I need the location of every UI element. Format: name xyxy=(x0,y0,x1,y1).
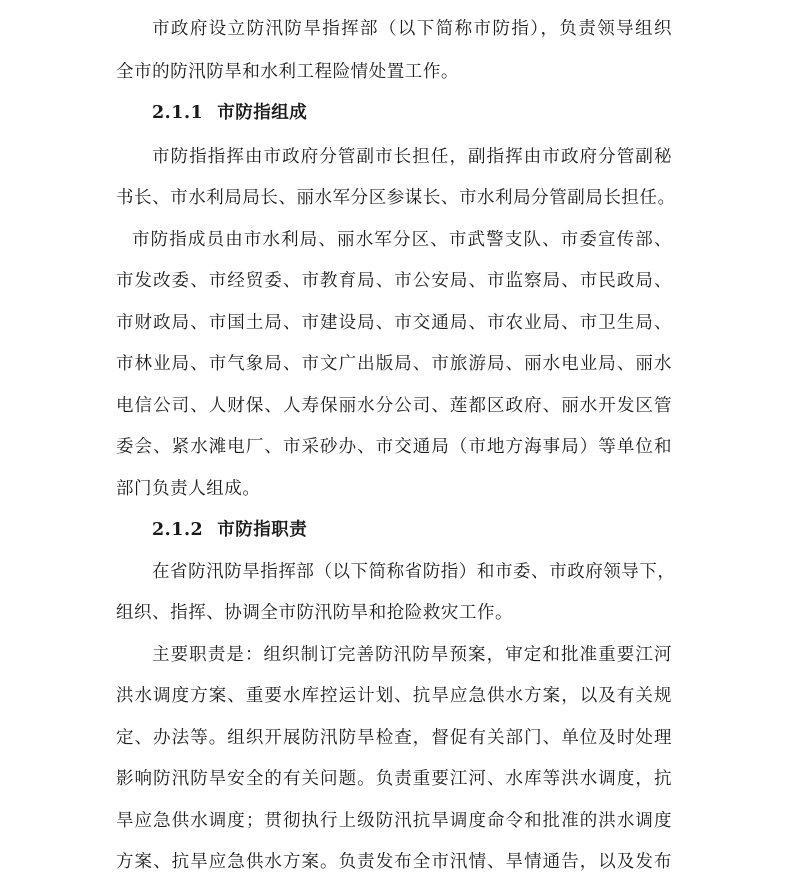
duties-line-1: 主要职责是：组织制订完善防汛防旱预案，审定和批准重要江河 xyxy=(152,645,672,665)
composition-line-1: 市防指指挥由市政府分管副市长担任，副指挥由市政府分管副秘 xyxy=(152,147,672,167)
members-line-4: 市林业局、市气象局、市文广出版局、市旅游局、丽水电业局、丽水 xyxy=(116,354,672,374)
duties-line-4: 影响防汛防旱安全的有关问题。负责重要江河、水库等洪水调度，抗 xyxy=(116,769,672,789)
members-line-2: 市发改委、市经贸委、市教育局、市公安局、市监察局、市民政局、 xyxy=(116,271,672,291)
intro-line-1: 市政府设立防汛防旱指挥部（以下简称市防指），负责领导组织 xyxy=(152,19,672,39)
members-line-3: 市财政局、市国土局、市建设局、市交通局、市农业局、市卫生局、 xyxy=(116,313,672,333)
duties-line-5: 旱应急供水调度；贯彻执行上级防汛抗旱调度命令和批准的洪水调度 xyxy=(116,811,672,831)
section-title: 市防指组成 xyxy=(217,103,308,123)
composition-line-2: 书长、市水利局局长、丽水军分区参谋长、市水利局分管副局长担任。 xyxy=(116,188,676,208)
section-number: 2.1.2 xyxy=(152,520,204,540)
section-heading-duties xyxy=(152,518,307,542)
leadership-line-1: 在省防汛防旱指挥部（以下简称省防指）和市委、市政府领导下， xyxy=(152,562,676,582)
section-title: 市防指职责 xyxy=(217,520,308,540)
duties-line-6: 方案、抗旱应急供水方案。负责发布全市汛情、旱情通告，以及发布 xyxy=(116,852,672,872)
members-line-5: 电信公司、人财保、人寿保丽水分公司、莲都区政府、丽水开发区管 xyxy=(116,396,672,416)
duties-line-2: 洪水调度方案、重要水库控运计划、抗旱应急供水方案，以及有关规 xyxy=(116,686,672,706)
members-line-1: 市防指成员由市水利局、丽水军分区、市武警支队、市委宣传部、 xyxy=(132,230,672,250)
intro-line-2: 全市的防汛防旱和水利工程险情处置工作。 xyxy=(116,62,459,82)
duties-line-3: 定、办法等。组织开展防汛防旱检查，督促有关部门、单位及时处理 xyxy=(116,728,672,748)
members-line-6: 委会、紧水滩电厂、市采砂办、市交通局（市地方海事局）等单位和 xyxy=(116,437,672,457)
members-line-7: 部门负责人组成。 xyxy=(116,479,261,499)
leadership-line-2: 组织、指挥、协调全市防汛防旱和抢险救灾工作。 xyxy=(116,603,514,623)
section-heading-composition xyxy=(152,101,307,125)
section-number: 2.1.1 xyxy=(152,103,204,123)
